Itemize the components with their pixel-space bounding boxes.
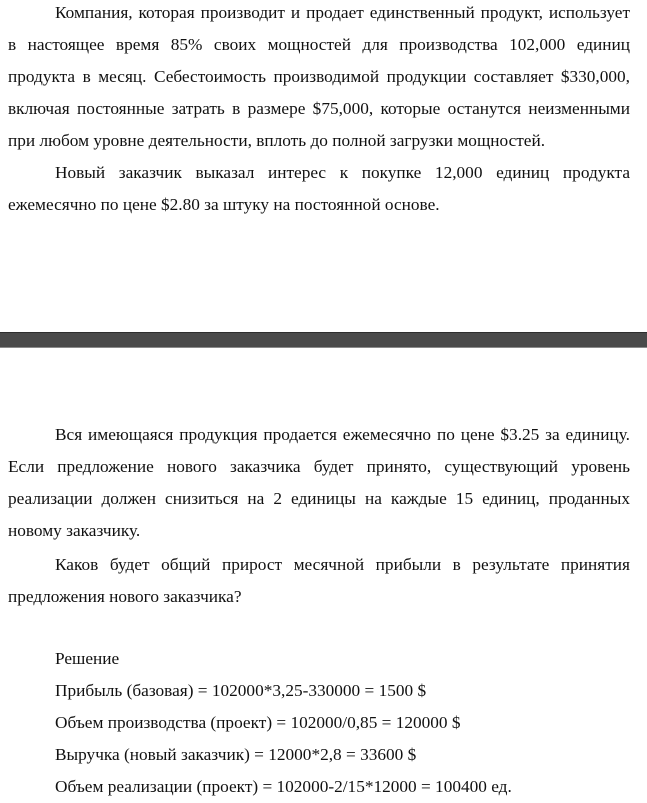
solution-line-profit-base: Прибыль (базовая) = 102000*3,25-330000 = 1500 $ <box>55 681 427 700</box>
page-break-divider <box>0 332 647 348</box>
page-top-section <box>0 0 647 332</box>
problem-paragraph-2: Новый заказчик выказал интерес к покупке 12,000 единиц продукта ежемесячно по цене $2.80 за штуку на постоянной основе. <box>8 163 630 214</box>
page-bottom-section <box>0 348 647 802</box>
solution-title: Решение <box>55 649 120 668</box>
solution-line-sales-volume: Объем реализации (проект) = 102000-2/15*12000 = 100400 ед. <box>55 777 512 796</box>
solution-line-production-volume: Объем производства (проект) = 102000/0,85 = 120000 $ <box>55 713 461 732</box>
problem-paragraph-3: Вся имеющаяся продукция продается ежемесячно по цене $3.25 за единицу. Если предложение нового заказчика будет принято, существующий уровень реализации должен снизиться на 2 единицы на каждые 15 единиц, проданных новому заказчику. <box>8 425 630 540</box>
problem-paragraph-1: Компания, которая производит и продает единственный продукт, использует в настоящее время 85% своих мощностей для производства 102,000 единиц продукта в месяц. Себестоимость производимой продукции составляет $330,000, включая постоянные затрать в размере $75,000, которые останутся неизменными при любом уровне деятельности, вплоть до полной загрузки мощностей. <box>8 3 630 150</box>
solution-line-revenue-new-customer: Выручка (новый заказчик) = 12000*2,8 = 33600 $ <box>55 745 417 764</box>
problem-question: Каков будет общий прирост месячной прибыли в результате принятия предложения нового заказчика? <box>8 555 630 606</box>
